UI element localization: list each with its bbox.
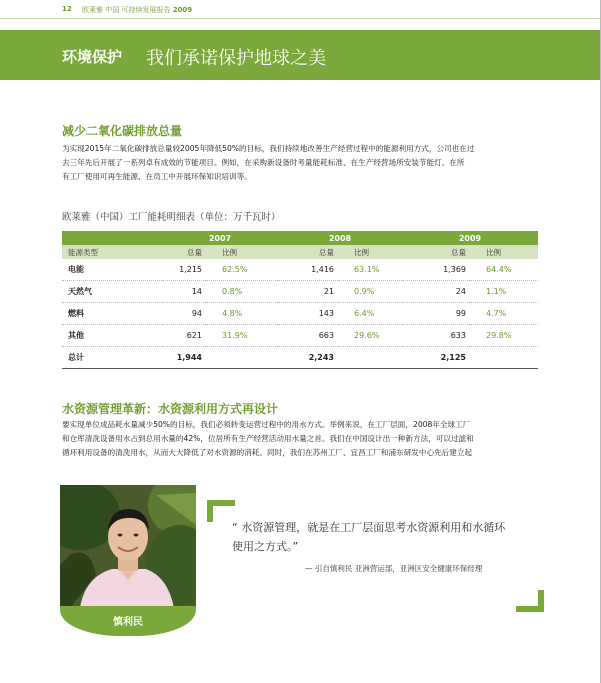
total-header: 总量 [402,245,470,259]
total-cell: 1,215 [162,259,206,281]
ratio-cell: 63.1% [338,259,402,281]
section-title: 我们承诺保护地球之美 [146,48,326,69]
total-cell: 621 [162,325,206,347]
quote-line: 使用之方式。” [232,540,299,553]
ratio-cell: 62.5% [206,259,278,281]
category-cell: 电能 [62,259,162,281]
co2-line: 去三年先后开展了一系列卓有成效的节能项目。例如，在采购新设备时考量能耗标准、在生产经营场所安装节能灯、在所 [62,158,465,167]
pull-quote [232,518,532,556]
column-header-row [62,245,538,259]
sum-cell: 2,125 [402,347,470,369]
table-row [62,303,538,325]
water-paragraph [62,418,542,460]
energy-table [62,231,538,369]
water-line: 要实现单位成品耗水量减少50%的目标，我们必须转变运营过程中的用水方式。举例来说，在工厂层面，2008年全球工厂 [62,420,471,429]
total-cell: 24 [402,281,470,303]
total-label: 总计 [62,347,162,369]
quote-citation: — 引自慎利民 亚洲营运部，亚洲区安全健康环保经理 [305,564,483,573]
co2-line: 有工厂使用可再生能源、在员工中开展环保知识培训等。 [62,172,252,181]
total-cell: 14 [162,281,206,303]
running-header [0,0,601,20]
publication-title [82,5,192,15]
water-heading: 水资源管理革新：水资源利用方式再设计 [62,402,279,416]
sum-cell: 1,944 [162,347,206,369]
sum-cell: 2,243 [278,347,338,369]
ratio-cell: 6.4% [338,303,402,325]
section-banner [0,30,601,80]
year-header-row [62,231,538,245]
ratio-cell: 4.7% [470,303,538,325]
table-title: 欧莱雅（中国）工厂能耗明细表（单位：万千瓦时） [62,212,281,223]
year-2008: 2008 [278,231,402,245]
total-cell: 1,416 [278,259,338,281]
person-name: 慎利民 [113,617,143,628]
total-cell: 99 [402,303,470,325]
ratio-cell: 4.8% [206,303,278,325]
total-cell: 1,369 [402,259,470,281]
ratio-cell: 0.9% [338,281,402,303]
total-header: 总量 [278,245,338,259]
total-cell: 94 [162,303,206,325]
table-row [62,259,538,281]
total-row [62,347,538,369]
water-line: 循环利用设备的清洗用水，从而大大降低了对水资源的消耗。同时，我们在苏州工厂、宜昌工厂和浦东研发中心先后建立起 [62,448,473,457]
ratio-cell: 29.8% [470,325,538,347]
table-row [62,281,538,303]
page-number: 12 [62,5,72,13]
quote-bracket-close [516,590,544,612]
publication-year: 2009 [172,6,193,14]
year-2007: 2007 [162,231,278,245]
co2-heading: 减少二氧化碳排放总量 [62,124,183,138]
total-cell: 143 [278,303,338,325]
category-cell: 其他 [62,325,162,347]
name-label [60,606,196,636]
ratio-header: 比例 [206,245,278,259]
publication-name: 欧莱雅 中国 可持续发展报告 [82,6,171,14]
category-cell: 燃料 [62,303,162,325]
ratio-cell: 64.4% [470,259,538,281]
year-2009: 2009 [402,231,538,245]
co2-line: 为实现2015年二氧化碳排放总量较2005年降低50%的目标，我们持续地改善生产经营过程中的能源利用方式，公司也在过 [62,144,475,153]
table-row [62,325,538,347]
header-divider [0,18,601,19]
ratio-cell: 0.8% [206,281,278,303]
total-header: 总量 [162,245,206,259]
total-cell: 21 [278,281,338,303]
portrait-photo [60,485,196,608]
water-line: 和仓库清洗设备用水占到总用水量的42%，位居所有生产经营活动用水量之首。我们在中国设计出一种新方法，可以过滤和 [62,434,474,443]
category-cell: 天然气 [62,281,162,303]
ratio-header: 比例 [470,245,538,259]
ratio-header: 比例 [338,245,402,259]
category-header: 能源类型 [62,245,162,259]
quote-bracket-open [207,500,235,522]
ratio-cell: 29.6% [338,325,402,347]
quote-line: “ 水资源管理，就是在工厂层面思考水资源利用和水循环 [232,521,506,534]
total-cell: 633 [402,325,470,347]
total-cell: 663 [278,325,338,347]
ratio-cell: 1.1% [470,281,538,303]
co2-paragraph [62,142,542,184]
section-label: 环境保护 [62,48,123,66]
ratio-cell: 31.9% [206,325,278,347]
